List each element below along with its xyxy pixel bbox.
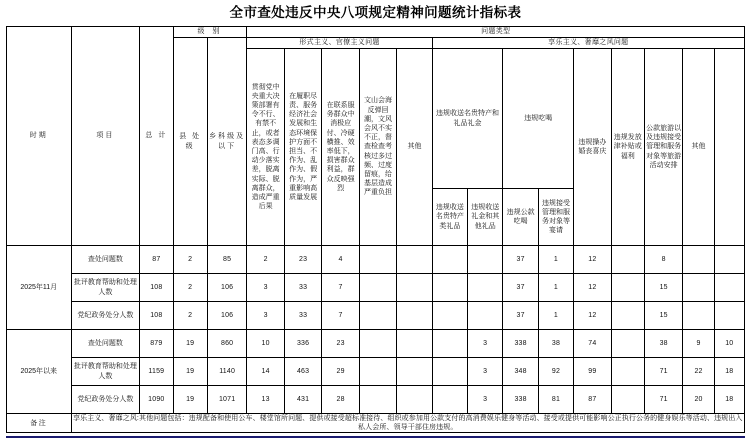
data-cell [468,274,503,302]
data-cell: 38 [538,330,573,358]
data-cell [611,358,644,386]
data-cell: 4 [322,246,359,274]
data-cell: 7 [322,274,359,302]
data-cell: 860 [207,330,247,358]
data-cell [432,274,467,302]
col-header-county-level: 县 处 级 [173,38,207,246]
row-header-item: 查处问题数 [71,330,140,358]
data-cell: 99 [574,358,611,386]
data-cell: 15 [644,274,683,302]
data-cell: 1 [538,302,573,330]
data-cell: 1 [538,246,573,274]
data-cell: 12 [574,274,611,302]
data-cell [359,246,396,274]
data-cell: 106 [207,274,247,302]
data-cell: 12 [574,246,611,274]
table-body [7,246,745,414]
data-cell: 37 [503,274,538,302]
note-label: 备注 [7,414,72,433]
col-header-formalism-1: 贯彻党中央重大决策部署有令不行、有禁不止，或者表态多调门高、行动少落实差，脱离实际、脱离群众，造成严重后果 [247,49,284,246]
data-cell: 18 [714,386,744,414]
data-cell: 108 [140,302,173,330]
table-foot [7,414,745,433]
col-header-project: 项目 [71,27,140,246]
col-header-formalism-3: 在联系服务群众中消极应付、冷硬横推、效率低下，损害群众利益，群众反映强烈 [322,49,359,246]
data-cell: 87 [140,246,173,274]
table-row [7,274,745,302]
data-cell [611,386,644,414]
col-group-hedonism: 享乐主义、奢靡之风问题 [432,38,744,49]
data-cell: 19 [173,358,207,386]
data-cell: 85 [207,246,247,274]
data-cell: 3 [468,330,503,358]
data-cell: 10 [714,330,744,358]
data-cell [432,358,467,386]
col-header-gifts-money: 违规收送礼金和其他礼品 [468,189,503,246]
data-cell [611,330,644,358]
table-row [7,302,745,330]
col-header-total: 总 计 [140,27,173,246]
statistics-table [6,26,745,433]
data-cell [714,246,744,274]
data-cell: 1090 [140,386,173,414]
data-cell [468,246,503,274]
header-row-groups-1 [7,27,745,38]
col-header-weddings-funerals: 违规操办婚丧喜庆 [574,49,611,246]
data-cell: 37 [503,246,538,274]
row-header-item: 党纪政务处分人数 [71,302,140,330]
data-cell: 14 [247,358,284,386]
data-cell [359,386,396,414]
data-cell [397,358,432,386]
table-row [7,358,745,386]
data-cell: 879 [140,330,173,358]
data-cell: 74 [574,330,611,358]
data-cell [397,386,432,414]
table-head [7,27,745,246]
data-cell [359,358,396,386]
data-cell: 3 [247,274,284,302]
table-row [7,330,745,358]
col-header-dining-public-funds: 违规公款吃喝 [503,189,538,246]
row-header-item: 批评教育帮助和处理人数 [71,274,140,302]
data-cell [683,246,714,274]
data-cell [611,274,644,302]
data-cell [432,246,467,274]
data-cell: 348 [503,358,538,386]
data-cell: 23 [322,330,359,358]
col-group-problem-type: 问题类型 [247,27,745,38]
note-text: 享乐主义、奢靡之风:其他问题包括：违规配备和使用公车、楼堂馆所问题、提供或接受超标准接待、组织或参加用公款支付的高消费娱乐健身等活动、接受或提供可能影响公正执行公务的健身娱乐等活动、违规出入私人会所、领导干部住房违规。 [71,414,744,433]
data-cell: 13 [247,386,284,414]
col-header-gifts-specialty: 违规收送名贵特产类礼品 [432,189,467,246]
data-cell: 3 [468,358,503,386]
data-cell: 1 [538,274,573,302]
data-cell: 33 [284,274,321,302]
row-header-item: 查处问题数 [71,246,140,274]
data-cell [432,302,467,330]
data-cell: 20 [683,386,714,414]
row-header-item: 党纪政务处分人数 [71,386,140,414]
col-header-dining-banquets: 违规接受管理和服务对象等宴请 [538,189,573,246]
col-group-formalism: 形式主义、官僚主义问题 [247,38,432,49]
col-group-level: 级 别 [173,27,247,38]
data-cell [683,274,714,302]
col-group-dining: 违规吃喝 [503,49,574,189]
data-cell: 10 [247,330,284,358]
data-cell: 19 [173,330,207,358]
data-cell [432,330,467,358]
data-cell: 338 [503,386,538,414]
data-cell [611,246,644,274]
data-cell: 37 [503,302,538,330]
data-cell: 431 [284,386,321,414]
col-group-gifts: 违规收送名贵特产和礼品礼金 [432,49,503,189]
data-cell: 3 [468,386,503,414]
col-header-formalism-2: 在履职尽责、服务经济社会发展和生态环境保护方面不担当、不作为、乱作为、假作为，严重影响高质量发展 [284,49,321,246]
data-cell: 106 [207,302,247,330]
data-cell [611,302,644,330]
data-cell: 29 [322,358,359,386]
data-cell: 108 [140,274,173,302]
data-cell: 9 [683,330,714,358]
data-cell: 1140 [207,358,247,386]
table-row [7,386,745,414]
row-header-period: 2025年以来 [7,330,72,414]
data-cell: 18 [714,358,744,386]
col-header-public-funded-travel: 公款旅游以及违规接受管理和服务对象等旅游活动安排 [644,49,683,246]
col-header-formalism-other: 其他 [397,49,432,246]
data-cell [359,274,396,302]
data-cell [432,386,467,414]
data-cell: 463 [284,358,321,386]
data-cell [397,330,432,358]
data-cell: 19 [173,386,207,414]
data-cell [468,302,503,330]
data-cell: 28 [322,386,359,414]
data-cell [397,302,432,330]
data-cell: 3 [247,302,284,330]
data-cell: 12 [574,302,611,330]
col-header-hedonism-other: 其他 [683,49,714,246]
data-cell [397,274,432,302]
data-cell: 2 [173,274,207,302]
data-cell: 338 [503,330,538,358]
data-cell: 8 [644,246,683,274]
data-cell: 33 [284,302,321,330]
col-header-period: 时期 [7,27,72,246]
data-cell [359,330,396,358]
data-cell: 2 [173,246,207,274]
col-header-formalism-4: 文山会海反弹回潮，文风会风不实不正，督查检查考核过多过频、过度留痕，给基层造成严重负担 [359,49,396,246]
data-cell: 1071 [207,386,247,414]
data-cell: 71 [644,358,683,386]
data-cell: 92 [538,358,573,386]
data-cell [714,302,744,330]
data-cell: 2 [173,302,207,330]
data-cell [714,274,744,302]
data-cell: 336 [284,330,321,358]
data-cell: 7 [322,302,359,330]
col-header-township-level: 乡科级及以下 [207,38,247,246]
data-cell: 38 [644,330,683,358]
data-cell [683,302,714,330]
note-row [7,414,745,433]
col-header-allowances: 违规发放津补贴或福利 [611,49,644,246]
data-cell [397,246,432,274]
page-title: 全市查处违反中央八项规定精神问题统计指标表 [229,5,522,20]
data-cell [359,302,396,330]
data-cell: 1159 [140,358,173,386]
data-cell: 23 [284,246,321,274]
data-cell: 87 [574,386,611,414]
data-cell: 81 [538,386,573,414]
data-cell: 15 [644,302,683,330]
table-row [7,246,745,274]
row-header-period: 2025年11月 [7,246,72,330]
data-cell: 2 [247,246,284,274]
data-cell: 71 [644,386,683,414]
bottom-rule [6,436,745,438]
data-cell: 22 [683,358,714,386]
row-header-item: 批评教育帮助和处理人数 [71,358,140,386]
